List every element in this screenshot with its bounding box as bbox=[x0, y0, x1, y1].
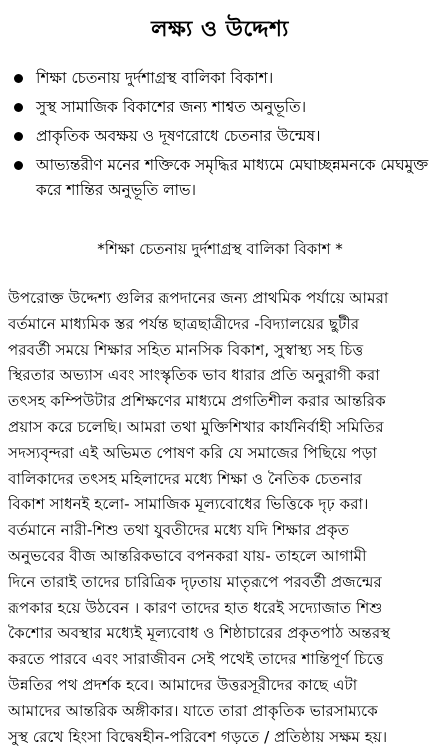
list-item bbox=[14, 124, 434, 149]
bullet-icon bbox=[14, 103, 23, 112]
goals-list bbox=[14, 66, 434, 207]
list-item bbox=[14, 66, 434, 91]
list-item bbox=[14, 95, 434, 120]
paragraph-line: বর্তমানে মাধ্যমিক স্তর পর্যন্ত ছাত্রছাত্রীদের -বিদ্যালয়ের ছুটীর bbox=[8, 314, 360, 333]
paragraph-line: বিকাশ সাধনই হলো- সামাজিক মূল্যবোধের ভিত্তিকে দৃঢ় করা। bbox=[8, 495, 369, 514]
goal-text: প্রাকৃতিক অবক্ষয় ও দূষণরোধে চেতনার উন্মেষ। bbox=[36, 127, 321, 145]
paragraph-line: সদস্যবৃন্দরা এই অভিমত পোষণ করি যে সমাজের পিছিয়ে পড়া bbox=[8, 443, 377, 462]
goal-text: সুস্থ সামাজিক বিকাশের জন্য শাশ্বত অনুভূতি। bbox=[36, 98, 307, 116]
paragraph-line: বালিকাদের তৎসহ মহিলাদের মধ্যে শিক্ষা ও নৈতিক চেতনার bbox=[8, 469, 363, 488]
paragraph-line: দিনে তারাই তাদের চারিত্রিক দৃঢ়তায় মাতৃরূপে পরবর্তী প্রজন্মের bbox=[8, 572, 382, 591]
paragraph-line: স্থিরতার অভ্যাস এবং সাংস্কৃতিক ভাব ধারার প্রতি অনুরাগী করা bbox=[8, 366, 380, 385]
paragraph-line: সুস্থ রেখে হিংসা বিদ্বেষহীন-পরিবেশ গড়তে / প্রতিষ্ঠায় সক্ষম হয়। bbox=[8, 727, 388, 746]
paragraph-line: পরবর্তী সময়ে শিক্ষার সহিত মানসিক বিকাশ, সুস্বাস্থ্য সহ চিত্ত bbox=[8, 340, 364, 359]
bullet-icon bbox=[14, 74, 23, 83]
paragraph-line: বর্তমানে নারী-শিশু তথা যুবতীদের মধ্যে যদি শিক্ষার প্রকৃত bbox=[8, 521, 349, 540]
goal-text: আভ্যন্তরীণ মনের শক্তিকে সমৃদ্ধির মাধ্যমে মেঘাচ্ছন্নমনকে মেঘমুক্ত করে শান্তির অনুভূতি লাভ। bbox=[36, 156, 429, 199]
paragraph-line: অনুভবের বীজ আন্তরিকভাবে বপনকরা যায়- তাহলে আগামী bbox=[8, 546, 367, 565]
section-subheading: *শিক্ষা চেতনায় দুর্দশাগ্রস্থ বালিকা বিকাশ * bbox=[97, 240, 343, 258]
paragraph-line: রূপকার হয়ে উঠবেন । কারণ তাদের হাত ধরেই সদ্যোজাত শিশু bbox=[8, 598, 383, 617]
paragraph-line: উন্নতির পথ প্রদর্শক হবে। আমাদের উত্তরসূরীদের কাছে এটা bbox=[8, 675, 358, 694]
goal-text: শিক্ষা চেতনায় দুর্দশাগ্রস্থ বালিকা বিকাশ। bbox=[36, 69, 274, 87]
bullet-icon bbox=[14, 161, 23, 170]
paragraph-line: আমাদের আন্তরিক অঙ্গীকার। যাতে তারা প্রাকৃতিক ভারসাম্যকে bbox=[8, 701, 378, 720]
page-title: লক্ষ্য ও উদ্দেশ্য bbox=[151, 17, 289, 42]
paragraph-line: প্রয়াস করে চলেছি। আমরা তথা মুক্তিশিখার কার্যনির্বাহী সমিতির bbox=[8, 417, 384, 436]
paragraph-line: উপরোক্ত উদ্দেশ্য গুলির রূপদানের জন্য প্রাথমিক পর্যায়ে আমরা bbox=[8, 289, 389, 307]
paragraph-line: কৈশোর অবস্থার মধ্যেই মূল্যবোধ ও শিষ্ঠাচারের প্রকৃতপাঠ অন্তরস্থ bbox=[8, 624, 391, 643]
bullet-icon bbox=[14, 132, 23, 141]
body-paragraph bbox=[8, 286, 433, 750]
paragraph-line: তৎসহ কম্পিউটার প্রশিক্ষণের মাধ্যমে প্রগতিশীল করার আন্তরিক bbox=[8, 392, 386, 411]
paragraph-line: করতে পারবে এবং সারাজীবন সেই পথেই তাদের শান্তিপূর্ণ চিত্তে bbox=[8, 650, 384, 669]
list-item bbox=[14, 153, 434, 203]
